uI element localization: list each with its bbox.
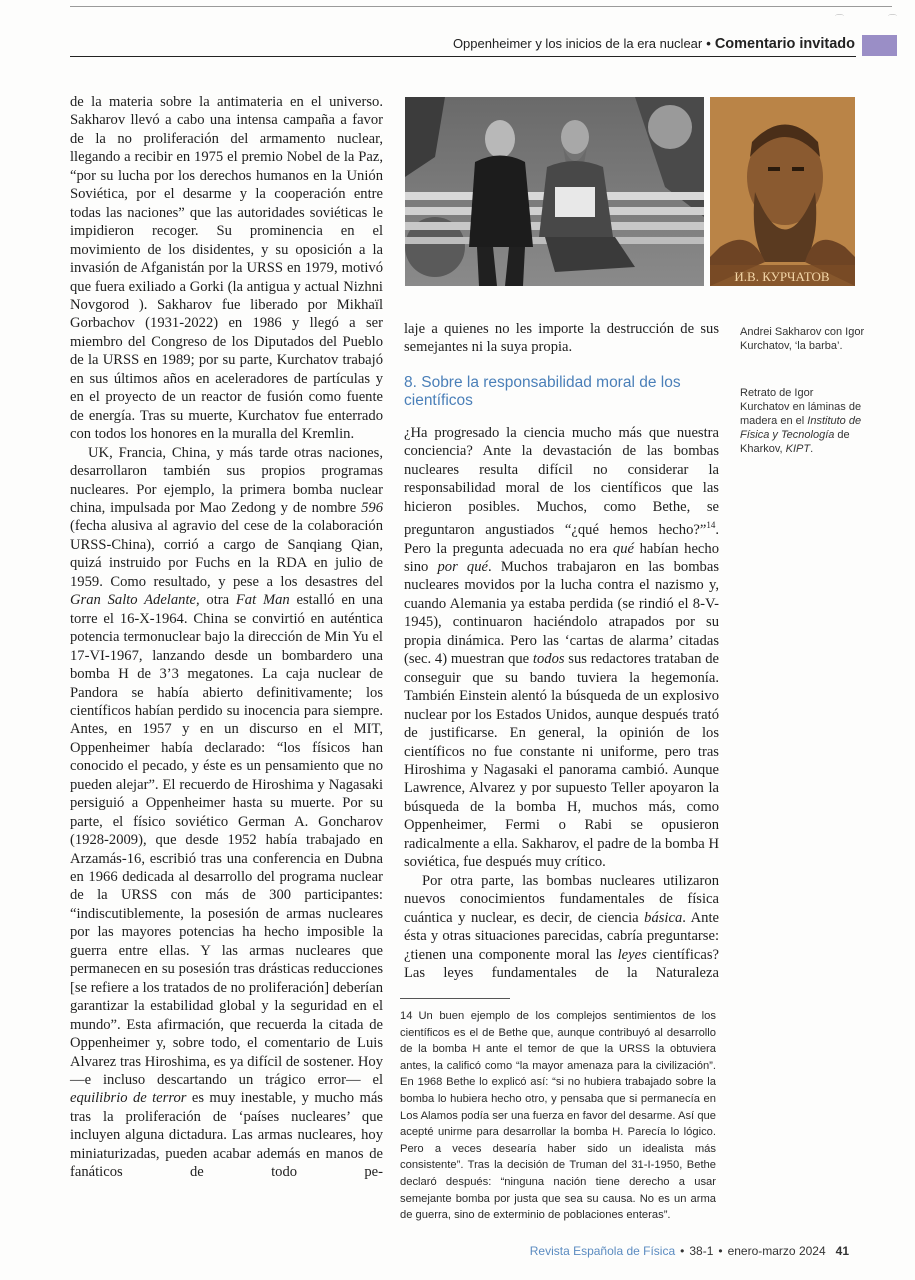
footnote-rule [400,998,510,999]
italic-run: Instituto de Física y Tecnología [740,415,862,441]
header-bullet: • [706,36,711,51]
corner-mark-left: ⌒ [835,15,845,25]
page-number: 41 [835,1244,849,1258]
top-rule [70,6,892,7]
footer-bullet: • [680,1244,685,1258]
text-run: . Muchos trabajaron en las bombas nucleares movidos por la lucha contra el nazismo y, cuando Alemania ya estaba perdida (se rindió el 8-V-1945), continuaron haciéndolo atrapados por su propia dinámica. Pero las ‘cartas de alarma’ citadas (sec. 4) muestran que [404,559,720,668]
section-color-tab [862,35,897,56]
running-header [453,36,855,52]
text-run: (fecha alusiva al agravio del cese de la colaboración URSS-China), corrió a cargo de Sanqiang Qian, quizá instruido por Fuchs en la RDA en julio de 1959. Como resultado, y pese a los desastres del [70,518,383,590]
photo-bw-image [405,97,704,286]
text-run: sus redactores trataban de conseguir que su bando tuviera la hegemonía. También Einstein alentó la búsqueda de un explosivo nuclear por los Estados Unidos, aunque después trató de justificarse. En general, la opinión de los científicos no fue constante ni uniforme, pero tras Hiroshima y Nagasaki el panorama cambió. Aunque Lawrence, Alvarez y por supuesto Teller apoyaron la búsqueda de la bomba H, muchos más, como Oppenheimer, Fermi o Rabi se opusieron radicalmente a ella. Sakharov, el padre de la bomba H soviética, fue después muy crítico. [404,651,719,871]
header-rule [70,56,856,57]
header-section: Comentario invitado [714,36,855,52]
italic-run: equilibrio de terror [70,1090,187,1107]
portrait-kurchatov [710,97,855,286]
caption-photo: Andrei Sakharov con Igor Kurchatov, ‘la barba’. [740,326,865,352]
italic-run: todos [532,651,565,668]
text-run: habían hecho sino [404,540,719,576]
page-footer [530,1244,849,1258]
italic-run: por qué [437,559,489,576]
issue-date: enero-marzo 2024 [727,1244,826,1258]
paragraph-nuclear-programs [70,444,383,1182]
text-column-left [70,93,383,1182]
paragraph-basic-science [404,872,719,983]
text-run: es muy inestable, y mucho más tras la proliferación de ‘países nucleares’ que incluyen alguna dictadura. Las armas nucleares, hoy miniaturizadas, pueden acabar además en manos de fanáticos de todo pe- [70,1090,383,1181]
italic-run: Gran Salto Adelante [70,592,196,609]
italic-run: básica [644,909,683,926]
caption-portrait [740,386,865,456]
footnote-ref[interactable]: 14 [706,520,716,531]
text-column-right-continuation [404,320,719,357]
text-column-right [404,424,719,982]
italic-run: Fat Man [235,592,290,609]
italic-run: 596 [361,499,383,516]
text-run: ¿Ha progresado la ciencia mucho más que nuestra conciencia? Ante la devastación de las bombas nucleares resulta difícil no considerar la responsabilidad moral de los científicos que las hicieron posibles. Muchos, como Bethe, se preguntaron angustiados “¿qué hemos hecho?” [404,425,719,539]
text-run: estalló en una torre el 16-X-1964. China se convirtió en auténtica potencia termonuclear bajo la dirección de Min Yu el 17-VI-1967, lanzando desde un bombardero una bomba H de 3’3 megatones. La caja nuclear de Pandora se había abierto definitivamente; los científicos habían perdido su inocencia para siempre. Antes, en 1957 y en un discurso en el MIT, Oppenheimer había declarado: “los físicos han conocido el pecado, y éste es un pensamiento que no pueden alejar”. El recuerdo de Hiroshima y Nagasaki persiguió a Oppenheimer hasta su muerte. Por su parte, el físico soviético German A. Goncharov (1928-2009), que desde 1952 había trabajado en Arzamás-16, escribió tras una conferencia en Dubna en 1966 dedicada al desarrollo del programa nuclear de la URSS con más de 300 participantes: “indiscutiblemente, la posesión de armas nucleares por las mayores potencias ha hecho imposible la guerra entre ellas. Y las armas nucleares que permanecen en su posesión tras drásticas reducciones [se refiere a los tratados de no proliferación] deberían garantizar la estabilidad global y la seguridad en el mundo”. Esta afirmación, que recuerda la citada de Oppenheimer y, sobre todo, el comentario de Luis Alvarez tras Hiroshima, es ya difícil de sostener. Hoy —e incluso descartando un trágico error— el [70,592,383,1089]
paragraph-continued: de la materia sobre la antimateria en el universo. Sakharov llevó a cabo una intensa campaña a favor de la no proliferación del armamento nuclear, llegando a recibir en 1975 el premio Nobel de la Paz, “por su lucha por los derechos humanos en la Unión Soviética, por el desarme y la cooperación entre todas las naciones” que las autoridades soviéticas le impidieron recoger. Su prominencia en el movimiento de los disidentes, y su oposición a la invasión de Afganistán por la URSS en 1979, motivó que fuera exiliado a Gorki (la antigua y actual Nizhni Novgorod ). Sakharov fue liberado por Mikhaïl Gorbachov (1931-2022) en 1986 y llegó a ser miembro del Congreso de los Diputados del Pueblo de la URSS en 1989; por su parte, Kurchatov trabajó en sus últimos años en aceleradores de partículas y en el proyecto de un reactor de fusión como fuente de energía. Tras su muerte, Kurchatov fue enterrado con todos los honores en la muralla del Kremlin. [70,94,383,443]
italic-run: qué [612,540,634,557]
paragraph-moral-responsibility [404,424,719,872]
text-run: . Pero la pregunta adecuada no era [404,522,719,557]
italic-run: KIPT [785,443,811,455]
corner-mark-right: ⌒ [888,15,898,25]
section-heading: 8. Sobre la responsabilidad moral de los científicos [404,374,681,409]
text-run: científicas? Las leyes fundamentales de la Naturaleza [404,946,719,981]
footer-bullet: • [718,1244,723,1258]
header-subtitle: Oppenheimer y los inicios de la era nuclear [452,36,703,51]
text-run: . Ante ésta y otras situaciones parecidas, cabría preguntarse: ¿tienen una componente moral las [404,909,719,963]
footnote-text: Un buen ejemplo de los complejos sentimientos de los científicos es el de Bethe que, aunque contribuyó al desarrollo de la bomba H ante el temor de que la URSS la obtuviera antes, la calificó como “la mayor amenaza para la civilización”. En 1968 Bethe lo explicó así: “si no hubiera trabajado sobre la bomba lo hubiera hecho otro, y pensaba que si permanecía en Los Alamos podía ser una fuerza en favor del desarme. Así que acepté unirme para desarrollar la bomba H. Parecía lo lógico. Pero a veces desearía haber sido un idealista más consistente”. Tras la decisión de Truman del 31-I-1950, Bethe declaró después: “ninguna nación tiene derecho a usar semejante bomba por justa que sea su causa. No es un arma de guerra, sino de exterminio de poblaciones enteras”. [400,1010,716,1222]
text-run: . [810,443,814,455]
italic-run: leyes [617,946,647,963]
portrait-inscription: И.В. КУРЧАТОВ [734,269,830,284]
text-run: Retrato de Igor Kurchatov en láminas de madera en el [740,387,862,427]
text-run: , otra [195,592,236,609]
text-run: de Kharkov, [740,429,850,455]
text-run: Por otra parte, las bombas nucleares utilizaron nuevos conocimientos fundamentales de física cuántica y nuclear, es decir, de ciencia [404,872,719,926]
volume: 38-1 [689,1244,714,1258]
portrait-wood-inlay-image [710,97,855,286]
footnote-number: 14 [400,1010,413,1022]
footnote-14 [400,1008,716,1224]
text-run: UK, Francia, China, y más tarde otras naciones, desarrollaron también sus propios programas nucleares. Por ejemplo, la primera bomba nuclear china, impulsada por Mao Zedong y de nombre [70,444,383,516]
paragraph-continued: laje a quienes no les importe la destrucción de sus semejantes ni la suya propia. [404,321,719,356]
photo-sakharov-kurchatov [405,97,704,286]
journal-name: Revista Española de Física [529,1244,676,1258]
